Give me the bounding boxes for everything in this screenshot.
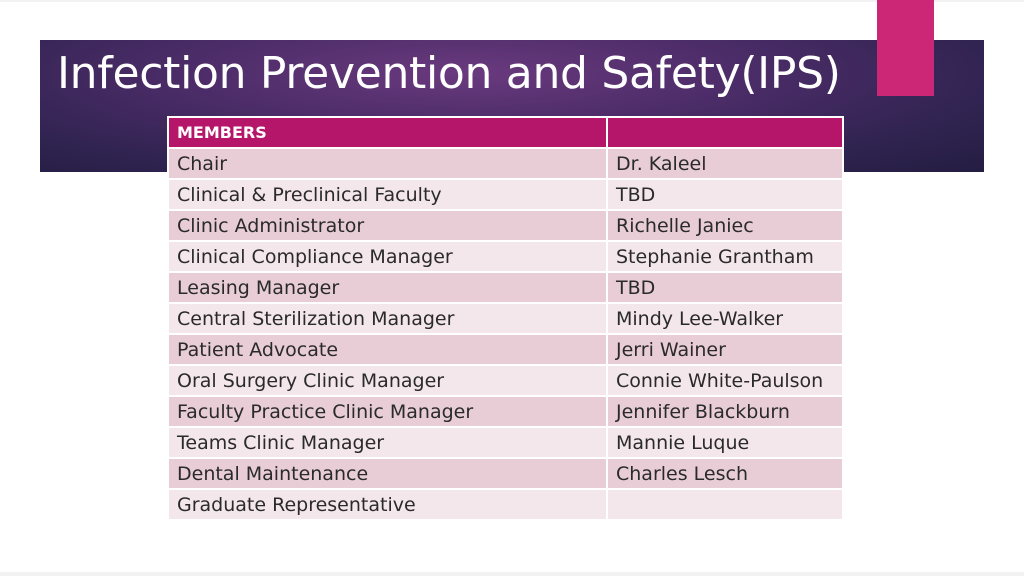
header-cell-members: MEMBERS xyxy=(168,117,607,148)
members-table xyxy=(167,116,844,521)
role-cell: Clinic Administrator xyxy=(168,210,607,241)
top-divider xyxy=(0,0,1024,2)
role-cell: Central Sterilization Manager xyxy=(168,303,607,334)
table-row xyxy=(168,210,843,241)
member-cell: Connie White-Paulson xyxy=(607,365,843,396)
role-cell: Teams Clinic Manager xyxy=(168,427,607,458)
table-row xyxy=(168,489,843,520)
member-cell xyxy=(607,489,843,520)
table-row xyxy=(168,458,843,489)
member-cell: Stephanie Grantham xyxy=(607,241,843,272)
member-cell: Jennifer Blackburn xyxy=(607,396,843,427)
member-cell: Dr. Kaleel xyxy=(607,148,843,179)
table-header-row xyxy=(168,117,843,148)
accent-tab xyxy=(877,0,934,96)
member-cell: Mannie Luque xyxy=(607,427,843,458)
member-cell: Richelle Janiec xyxy=(607,210,843,241)
member-cell: Charles Lesch xyxy=(607,458,843,489)
header-cell-name xyxy=(607,117,843,148)
table-row xyxy=(168,334,843,365)
role-cell: Oral Surgery Clinic Manager xyxy=(168,365,607,396)
table-row xyxy=(168,396,843,427)
table-row xyxy=(168,427,843,458)
table-row xyxy=(168,179,843,210)
member-cell: TBD xyxy=(607,179,843,210)
role-cell: Patient Advocate xyxy=(168,334,607,365)
table-row xyxy=(168,241,843,272)
member-cell: TBD xyxy=(607,272,843,303)
role-cell: Leasing Manager xyxy=(168,272,607,303)
role-cell: Clinical Compliance Manager xyxy=(168,241,607,272)
table-row xyxy=(168,272,843,303)
member-cell: Jerri Wainer xyxy=(607,334,843,365)
role-cell: Dental Maintenance xyxy=(168,458,607,489)
role-cell: Clinical & Preclinical Faculty xyxy=(168,179,607,210)
role-cell: Graduate Representative xyxy=(168,489,607,520)
bottom-divider xyxy=(0,572,1024,576)
member-cell: Mindy Lee-Walker xyxy=(607,303,843,334)
table-row xyxy=(168,148,843,179)
slide-title: Infection Prevention and Safety(IPS) xyxy=(57,48,841,99)
role-cell: Faculty Practice Clinic Manager xyxy=(168,396,607,427)
table-row xyxy=(168,303,843,334)
table-row xyxy=(168,365,843,396)
role-cell: Chair xyxy=(168,148,607,179)
